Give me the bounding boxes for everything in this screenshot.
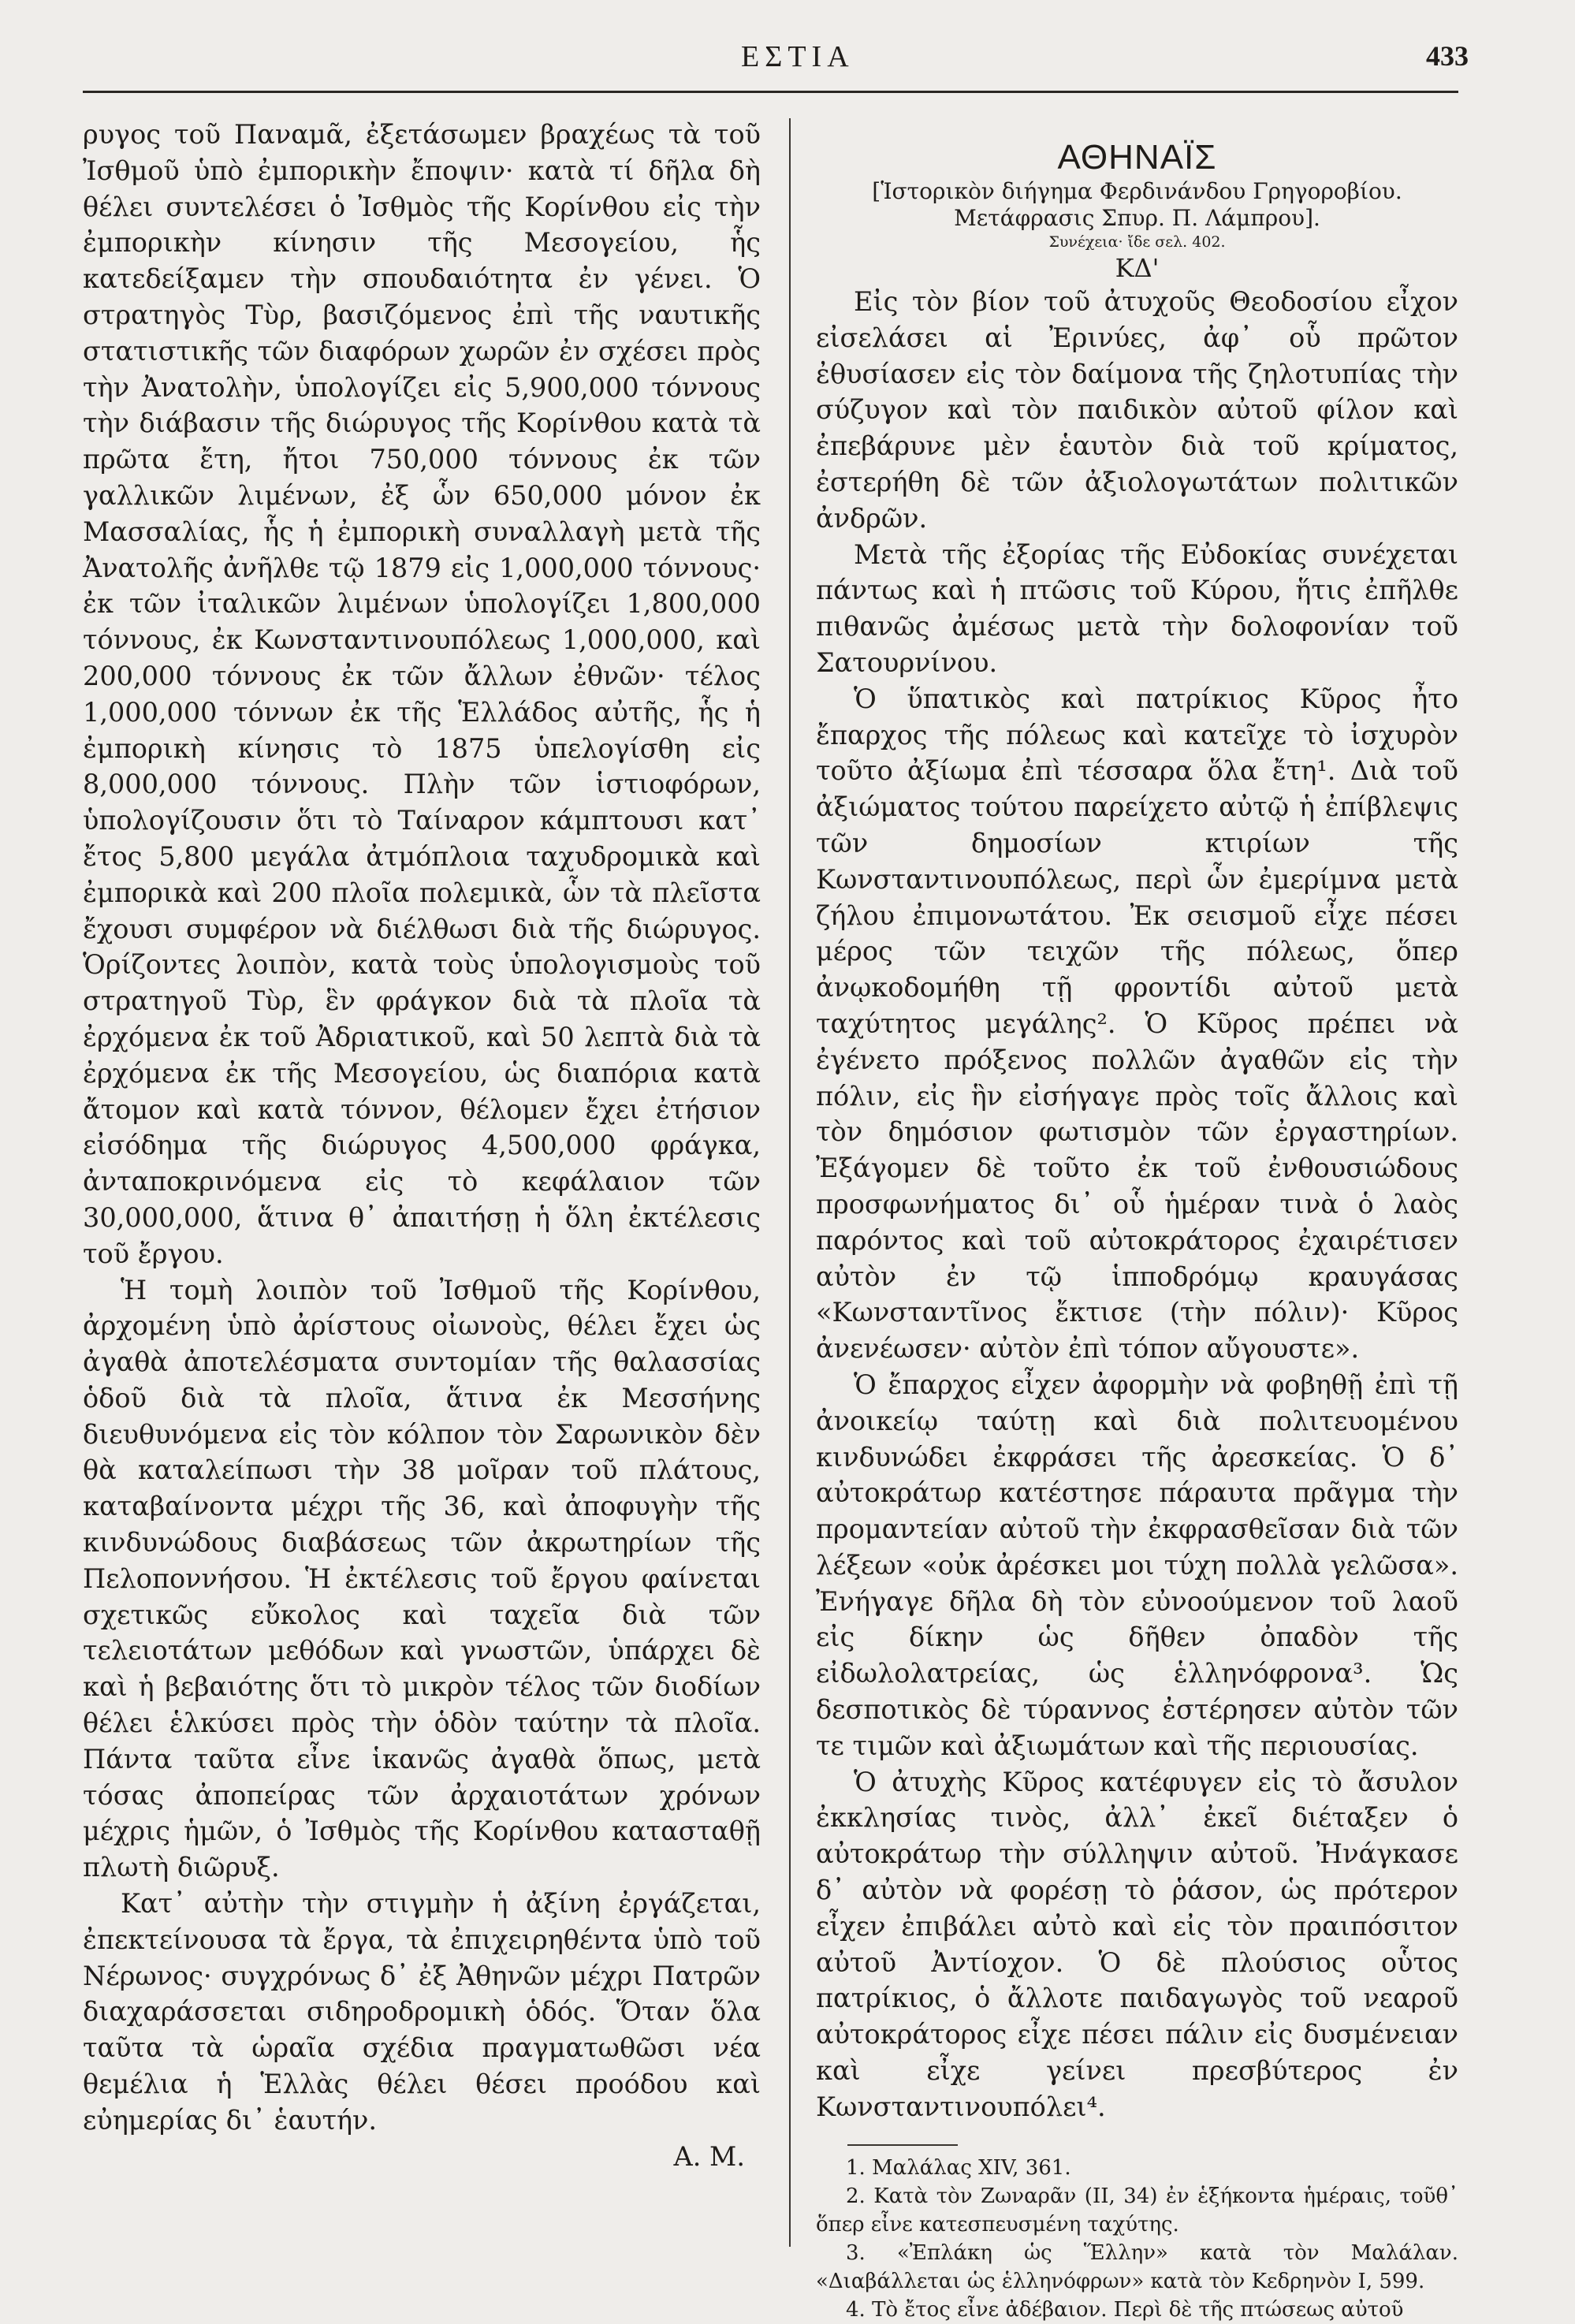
footnote-4: 4. Τὸ ἔτος εἶνε ἀδέβαιον. Περὶ δὲ τῆς πτώσεως αὐτοῦ — [846, 2297, 1404, 2322]
running-head — [0, 39, 1575, 87]
left-column — [83, 117, 761, 2174]
story-subtitle-line-1: [Ἱστορικὸν διήγημα Φερδινάνδου Γρηγοροβίου. — [872, 178, 1402, 204]
right-paragraph-1: Εἰς τὸν βίον τοῦ ἀτυχοῦς Θεοδοσίου εἶχον εἰσελάσει αἱ Ἐρινύες, ἀφ᾽ οὗ πρῶτον ἐθυσίασεν εἰς τὸν δαίμονα τῆς ζηλοτυπίας τὴν σύζυγον καὶ τὸν παιδικὸν αὐτοῦ φίλον καὶ ἐπεβάρυνε μὲν ἑαυτὸν διὰ τοῦ κρίματος, ἐστερήθη δὲ τῶν ἀξιολογωτάτων πολιτικῶν ἀνδρῶν. — [816, 286, 1458, 534]
right-paragraph-5: Ὁ ἀτυχὴς Κῦρος κατέφυγεν εἰς τὸ ἄσυλον ἐκκλησίας τινὸς, ἀλλ᾽ ἐκεῖ διέταξεν ὁ αὐτοκράτωρ τὴν σύλληψιν αὐτοῦ. Ἠνάγκασε δ᾽ αὐτὸν νὰ φορέσῃ τὸ ῥάσον, ὡς πρότερον εἶχεν ἐπιβάλει αὐτὸ καὶ εἰς τὸν πραιπόσιτον αὐτοῦ Ἀντίοχον. Ὁ δὲ πλούσιος οὗτος πατρίκιος, ὁ ἄλλοτε παιδαγωγὸς τοῦ νεαροῦ αὐτοκράτορος εἶχε πέσει πάλιν εἰς δυσμένειαν καὶ εἶχε γείνει πρεσβύτερος ἐν Κωνσταντινουπόλει⁴. — [816, 1766, 1458, 2122]
right-paragraph-4: Ὁ ἔπαρχος εἶχεν ἀφορμὴν νὰ φοβηθῇ ἐπὶ τῇ ἀνοικείῳ ταύτῃ καὶ διὰ πολιτευομένου κινδυνώδει ἐκφράσει τῆς ἀρεσκείας. Ὁ δ᾽ αὐτοκράτωρ κατέστησε πάραυτα πρᾶγμα τὴν προμαντείαν αὐτοῦ τὴν ἐκφρασθεῖσαν διὰ τῶν λέξεων «οὐκ ἀρέσκει μοι τύχη πολλὰ γελῶσα». Ἐνήγαγε δῆλα δὴ τὸν εὐνοούμενον τοῦ λαοῦ εἰς δίκην ὡς δῆθεν ὀπαδὸν τῆς εἰδωλολατρείας, ὡς ἑλληνόφρονα³. Ὡς δεσποτικὸς δὲ τύραννος ἐστέρησεν αὐτὸν τῶν τε τιμῶν καὶ ἀξιωμάτων καὶ τῆς περιουσίας. — [816, 1369, 1458, 1761]
right-paragraph-3: Ὁ ὕπατικὸς καὶ πατρίκιος Κῦρος ἦτο ἔπαρχος τῆς πόλεως καὶ κατεῖχε τὸ ἰσχυρὸν τοῦτο ἀξίωμα ἐπὶ τέσσαρα ὅλα ἔτη¹. Διὰ τοῦ ἀξιώματος τούτου παρείχετο αὐτῷ ἡ ἐπίβλεψις τῶν δημοσίων κτιρίων τῆς Κωνσταντινουπόλεως, περὶ ὧν ἐμερίμνα μετὰ ζήλου ἐπιμονωτάτου. Ἐκ σεισμοῦ εἶχε πέσει μέρος τῶν τειχῶν τῆς πόλεως, ὅπερ ἀνῳκοδομήθη τῇ φροντίδι αὐτοῦ μετὰ ταχύτητος μεγάλης². Ὁ Κῦρος πρέπει νὰ ἐγένετο πρόξενος πολλῶν ἀγαθῶν εἰς τὴν πόλιν, εἰς ἣν εἰσήγαγε πρὸς τοῖς ἄλλοις καὶ τὸν δημόσιον φωτισμὸν τῶν ἐργαστηρίων. Ἐξάγομεν δὲ τοῦτο ἐκ τοῦ ἐνθουσιώδους προσφωνήματος δι᾽ οὗ ἡμέραν τινὰ ὁ λαὸς παρόντος καὶ τοῦ αὐτοκράτορος ἐχαιρέτισεν αὐτὸν ἐν τῷ ἱπποδρόμῳ κραυγάσας «Κωνσταντῖνος ἔκτισε (τὴν πόλιν)· Κῦρος ἀνενέωσεν· αὐτὸν ἐπὶ τόπον αὔγουστε». — [816, 683, 1458, 1365]
left-paragraph-1: ρυγος τοῦ Παναμᾶ, ἐξετάσωμεν βραχέως τὰ τοῦ Ἰσθμοῦ ὑπὸ ἐμπορικὴν ἔποψιν· κατὰ τί δῆλα δὴ θέλει συντελέσει ὁ Ἰσθμὸς τῆς Κορίνθου εἰς τὴν ἐμπορικὴν κίνησιν τῆς Μεσογείου, ἧς κατεδείξαμεν τὴν σπουδαιότητα ἐν γένει. Ὁ στρατηγὸς Τὺρ, βασιζόμενος ἐπὶ τῆς ναυτικῆς στατιστικῆς τῶν διαφόρων χωρῶν ἐν σχέσει πρὸς τὴν Ἀνατολὴν, ὑπολογίζει εἰς 5,900,000 τόννους τὴν διάβασιν τῆς διώρυγος τῆς Κορίνθου κατὰ τὰ πρῶτα ἔτη, ἤτοι 750,000 τόννους ἐκ τῶν γαλλικῶν λιμένων, ἐξ ὧν 650,000 μόνον ἐκ Μασσαλίας, ἧς ἡ ἐμπορικὴ συναλλαγὴ μετὰ τῆς Ἀνατολῆς ἀνῆλθε τῷ 1879 εἰς 1,000,000 τόννους· ἐκ τῶν ἰταλικῶν λιμένων ὑπολογίζει 1,800,000 τόννους, ἐκ Κωνσταντινουπόλεως 1,000,000, καὶ 200,000 τόννους ἐκ τῶν ἄλλων ἐθνῶν· τέλος 1,000,000 τόννων ἐκ τῆς Ἑλλάδος αὐτῆς, ἧς ἡ ἐμπορικὴ κίνησις τὸ 1875 ὑπελογίσθη εἰς 8,000,000 τόννους. Πλὴν τῶν ἱστιοφόρων, ὑπολογίζουσιν ὅτι τὸ Ταίναρον κάμπτουσι κατ᾽ ἔτος 5,800 μεγάλα ἀτμόπλοια ταχυδρομικὰ καὶ ἐμπορικὰ καὶ 200 πλοῖα πολεμικὰ, ὧν τὰ πλεῖστα ἔχουσι συμφέρον νὰ διέλθωσι διὰ τῆς διώρυγος. Ὁρίζοντες λοιπὸν, κατὰ τοὺς ὑπολογισμοὺς τοῦ στρατηγοῦ Τὺρ, ἓν φράγκον διὰ τὰ πλοῖα τὰ ἐρχόμενα ἐκ τοῦ Ἀδριατικοῦ, καὶ 50 λεπτὰ διὰ τὰ ἐρχόμενα ἐκ τῆς Μεσογείου, ὡς διαπόρια κατὰ ἄτομον καὶ κατὰ τόννον, θέλομεν ἔχει ἐτήσιον εἰσόδημα τῆς διώρυγος 4,500,000 φράγκα, ἀνταποκρινόμενα εἰς τὸ κεφάλαιον τῶν 30,000,000, ἅτινα θ᾽ ἀπαιτήσῃ ἡ ὅλη ἐκτέλεσις τοῦ ἔργου. — [83, 119, 761, 1269]
footnote-3: 3. «Ἐπλάκη ὡς Ἕλλην» κατὰ τὸν Μαλάλαν. «Διαβάλλεται ὡς ἑλληνόφρων» κατὰ τὸν Κεδρηνὸν I, 599. — [816, 2240, 1458, 2293]
right-paragraph-2: Μετὰ τῆς ἐξορίας τῆς Εὐδοκίας συνέχεται πάντως καὶ ἡ πτῶσις τοῦ Κύρου, ἥτις ἐπῆλθε πιθανῶς ἀμέσως μετὰ τὴν δολοφονίαν τοῦ Σατουρνίνου. — [816, 538, 1458, 678]
footnote-2: 2. Κατὰ τὸν Ζωναρᾶν (II, 34) ἐν ἑξήκοντα ἡμέραις, τοῦθ᾽ ὅπερ εἶνε κατεσπευσμένη ταχύτης. — [816, 2184, 1458, 2236]
journal-title: ΕΣΤΙΑ — [741, 40, 855, 73]
article-signature: Α. Μ. — [673, 2140, 745, 2172]
left-paragraph-2: Ἡ τομὴ λοιπὸν τοῦ Ἰσθμοῦ τῆς Κορίνθου, ἀρχομένη ὑπὸ ἀρίστους οἰωνοὺς, θέλει ἔχει ὡς ἀγαθὰ ἀποτελέσματα συντομίαν τῆς θαλασσίας ὁδοῦ διὰ τὰ πλοῖα, ἅτινα ἐκ Μεσσήνης διευθυνόμενα εἰς τὸν κόλπον τὸν Σαρωνικὸν δὲν θὰ καταλείπωσι τὴν 38 μοῖραν τοῦ πλάτους, καταβαίνοντα μέχρι τῆς 36, καὶ ἀποφυγὴν τῆς κινδυνώδους διαβάσεως τῶν ἀκρωτηρίων τῆς Πελοποννήσου. Ἡ ἐκτέλεσις τοῦ ἔργου φαίνεται σχετικῶς εὔκολος καὶ ταχεῖα διὰ τῶν τελειοτάτων μεθόδων καὶ γνωστῶν, ὑπάρχει δὲ καὶ ἡ βεβαιότης ὅτι τὸ μικρὸν τέλος τῶν διοδίων θέλει ἑλκύσει πρὸς τὴν ὁδὸν ταύτην τὰ πλοῖα. Πάντα ταῦτα εἶνε ἱκανῶς ἀγαθὰ ὅπως, μετὰ τόσας ἀποπείρας τῶν ἀρχαιοτάτων χρόνων μέχρις ἡμῶν, ὁ Ἰσθμὸς τῆς Κορίνθου κατασταθῇ πλωτὴ διῶρυξ. — [83, 1274, 761, 1883]
chapter-number: ΚΔ' — [1115, 253, 1160, 283]
page-number: 433 — [1426, 40, 1469, 72]
left-paragraph-3: Κατ᾽ αὐτὴν τὴν στιγμὴν ἡ ἀξίνη ἐργάζεται, ἐπεκτείνουσα τὰ ἔργα, τὰ ἐπιχειρηθέντα ὑπὸ τοῦ Νέρωνος· συγχρόνως δ᾽ ἐξ Ἀθηνῶν μέχρι Πατρῶν διαχαράσσεται σιδηροδρομικὴ ὁδός. Ὅταν ὅλα ταῦτα τὰ ὡραῖα σχέδια πραγματωθῶσι νέα θεμέλια ἡ Ἑλλὰς θέλει θέσει προόδου καὶ εὐημερίας δι᾽ ἑαυτήν. — [83, 1888, 761, 2136]
footnote-1: 1. Μαλάλας XIV, 361. — [846, 2155, 1071, 2180]
footnote-rule — [847, 2144, 958, 2146]
story-title: ΑΘΗΝΑΪΣ — [1057, 138, 1217, 177]
story-subtitle-line-2: Μετάφρασις Σπυρ. Π. Λάμπρου]. — [954, 205, 1320, 231]
continuation-note: Συνέχεια· ἴδε σελ. 402. — [1048, 233, 1226, 251]
column-divider — [789, 118, 791, 2247]
footnotes — [816, 2154, 1458, 2324]
right-column — [816, 117, 1458, 2324]
header-rule — [83, 91, 1458, 93]
